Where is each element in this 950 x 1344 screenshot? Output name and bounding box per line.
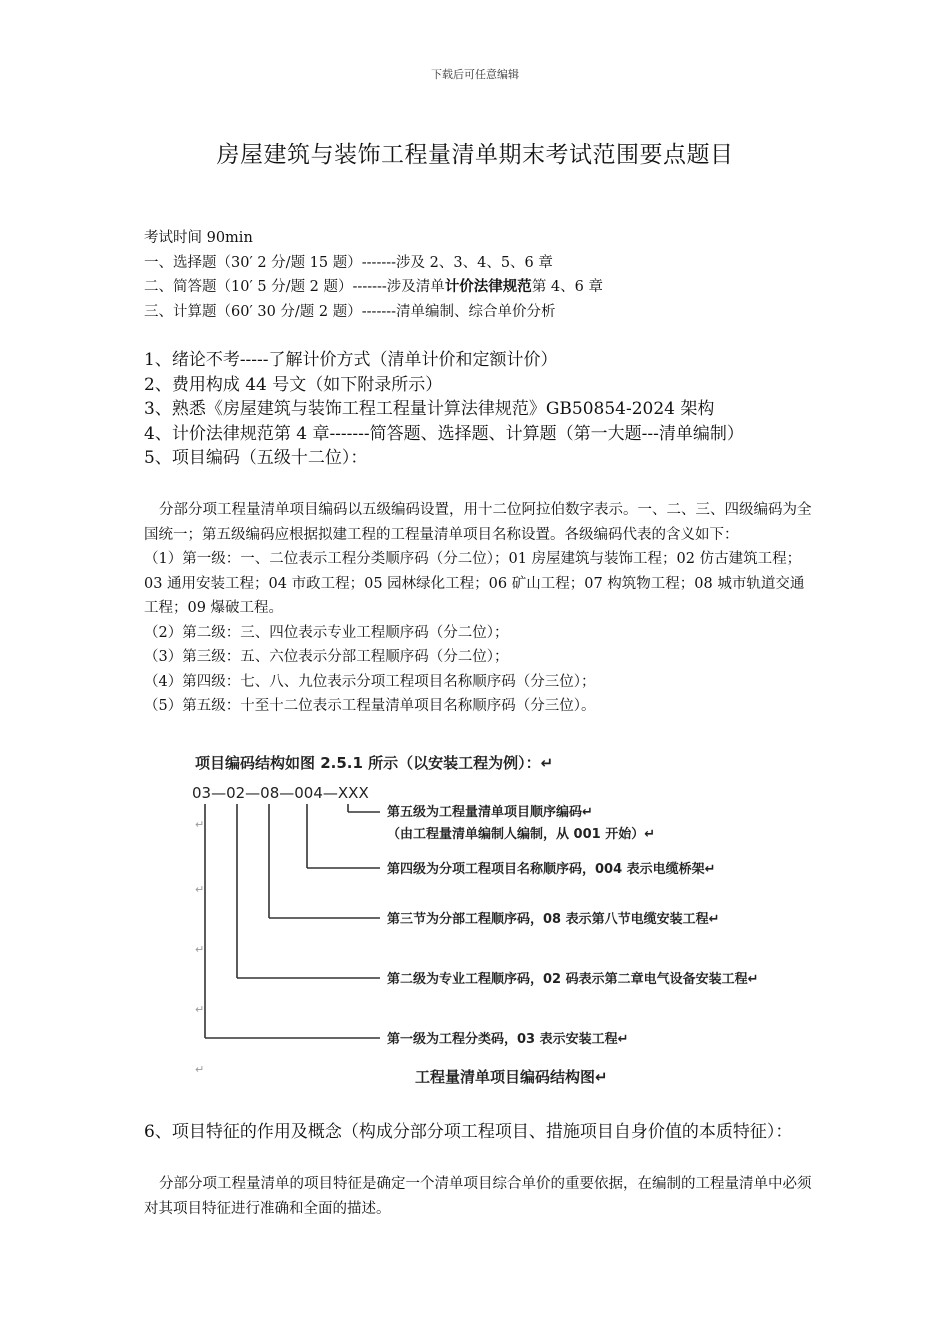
- code-example: 03—02—08—004—XXX: [192, 784, 369, 802]
- key-points: [144, 348, 814, 471]
- return-mark-2: ↵: [195, 883, 205, 896]
- code-structure-diagram: [185, 746, 785, 1096]
- exam-time: 考试时间 90min: [144, 230, 253, 246]
- return-mark-5: ↵: [195, 1063, 205, 1076]
- label-level-3: 第三节为分部工程顺序码，08 表示第八节电缆安装工程↵: [387, 912, 720, 927]
- point-4: 4、计价法律规范第 4 章-------简答题、选择题、计算题（第一大题---清单编制）: [144, 423, 744, 444]
- exam-part-2-prefix: 二、简答题（10′ 5 分/题 2 题）-------涉及清单: [144, 279, 445, 295]
- feature-body: 分部分项工程量清单的项目特征是确定一个清单项目综合单价的重要依据，在编制的工程量清单中必须对其项目特征进行准确和全面的描述。: [144, 1176, 812, 1217]
- page-header: 下载后可任意编辑: [431, 68, 519, 81]
- coding-level-2: （2）第二级：三、四位表示专业工程顺序码（分二位）；: [144, 624, 509, 641]
- label-level-5a: 第五级为工程量清单项目顺序编码↵: [387, 805, 593, 820]
- coding-intro: 分部分项工程量清单项目编码以五级编码设置，用十二位阿拉伯数字表示。一、二、三、四级编码为全国统一；第五级编码应根据拟建工程的工程量清单项目名称设置。各级编码代表的含义如下：: [144, 502, 812, 543]
- label-level-2: 第二级为专业工程顺序码，02 码表示第二章电气设备安装工程↵: [387, 972, 759, 987]
- label-level-1: 第一级为工程分类码，03 表示安装工程↵: [387, 1032, 629, 1047]
- exam-part-2: [144, 275, 814, 300]
- exam-part-2-bold: 计价法律规范: [444, 278, 532, 295]
- label-level-4: 第四级为分项工程项目名称顺序码，004 表示电缆桥架↵: [387, 862, 716, 877]
- return-mark-1: ↵: [195, 818, 205, 831]
- point-2: 2、费用构成 44 号文（如下附录所示）: [144, 374, 443, 395]
- point-5: 5、项目编码（五级十二位）：: [144, 448, 368, 468]
- return-mark-4: ↵: [195, 1003, 205, 1016]
- coding-section: [144, 498, 814, 719]
- coding-level-1: （1）第一级：一、二位表示工程分类顺序码（分二位）；01 房屋建筑与装饰工程；02 仿古建筑工程；03 通用安装工程；04 市政工程；05 园林绿化工程；06 矿山工程；07 构筑物工程；08 城市轨道交通工程；09 爆破工程。: [144, 551, 805, 616]
- exam-info: [144, 226, 814, 324]
- coding-level-3: （3）第三级：五、六位表示分部工程顺序码（分二位）；: [144, 649, 509, 665]
- document-title: 房屋建筑与装饰工程量清单期末考试范围要点题目: [216, 142, 734, 168]
- coding-level-4: （4）第四级：七、八、九位表示分项工程项目名称顺序码（分三位）；: [144, 673, 596, 690]
- point-3: 3、熟悉《房屋建筑与装饰工程工程量计算法律规范》GB50854-2024 架构: [144, 399, 715, 419]
- return-mark-3: ↵: [195, 943, 205, 956]
- figure-caption-top: 项目编码结构如图 2.5.1 所示（以安装工程为例）：↵: [195, 754, 554, 772]
- exam-part-1: 一、选择题（30′ 2 分/题 15 题）-------涉及 2、3、4、5、6 章: [144, 254, 553, 271]
- coding-level-5: （5）第五级：十至十二位表示工程量清单项目名称顺序码（分三位）。: [144, 698, 596, 714]
- feature-heading: 6、项目特征的作用及概念（构成分部分项工程项目、措施项目自身价值的本质特征）：: [144, 1122, 793, 1142]
- bracket-lines: [205, 804, 380, 1038]
- exam-part-3: 三、计算题（60′ 30 分/题 2 题）-------清单编制、综合单价分析: [144, 303, 556, 320]
- label-level-5b: （由工程量清单编制人编制，从 001 开始）↵: [387, 827, 656, 842]
- figure-caption-bottom: 工程量清单项目编码结构图↵: [415, 1068, 608, 1086]
- point-1: 1、绪论不考-----了解计价方式（清单计价和定额计价）: [144, 350, 558, 370]
- exam-part-2-suffix: 第 4、6 章: [531, 279, 603, 295]
- code-structure-figure: [185, 746, 785, 1096]
